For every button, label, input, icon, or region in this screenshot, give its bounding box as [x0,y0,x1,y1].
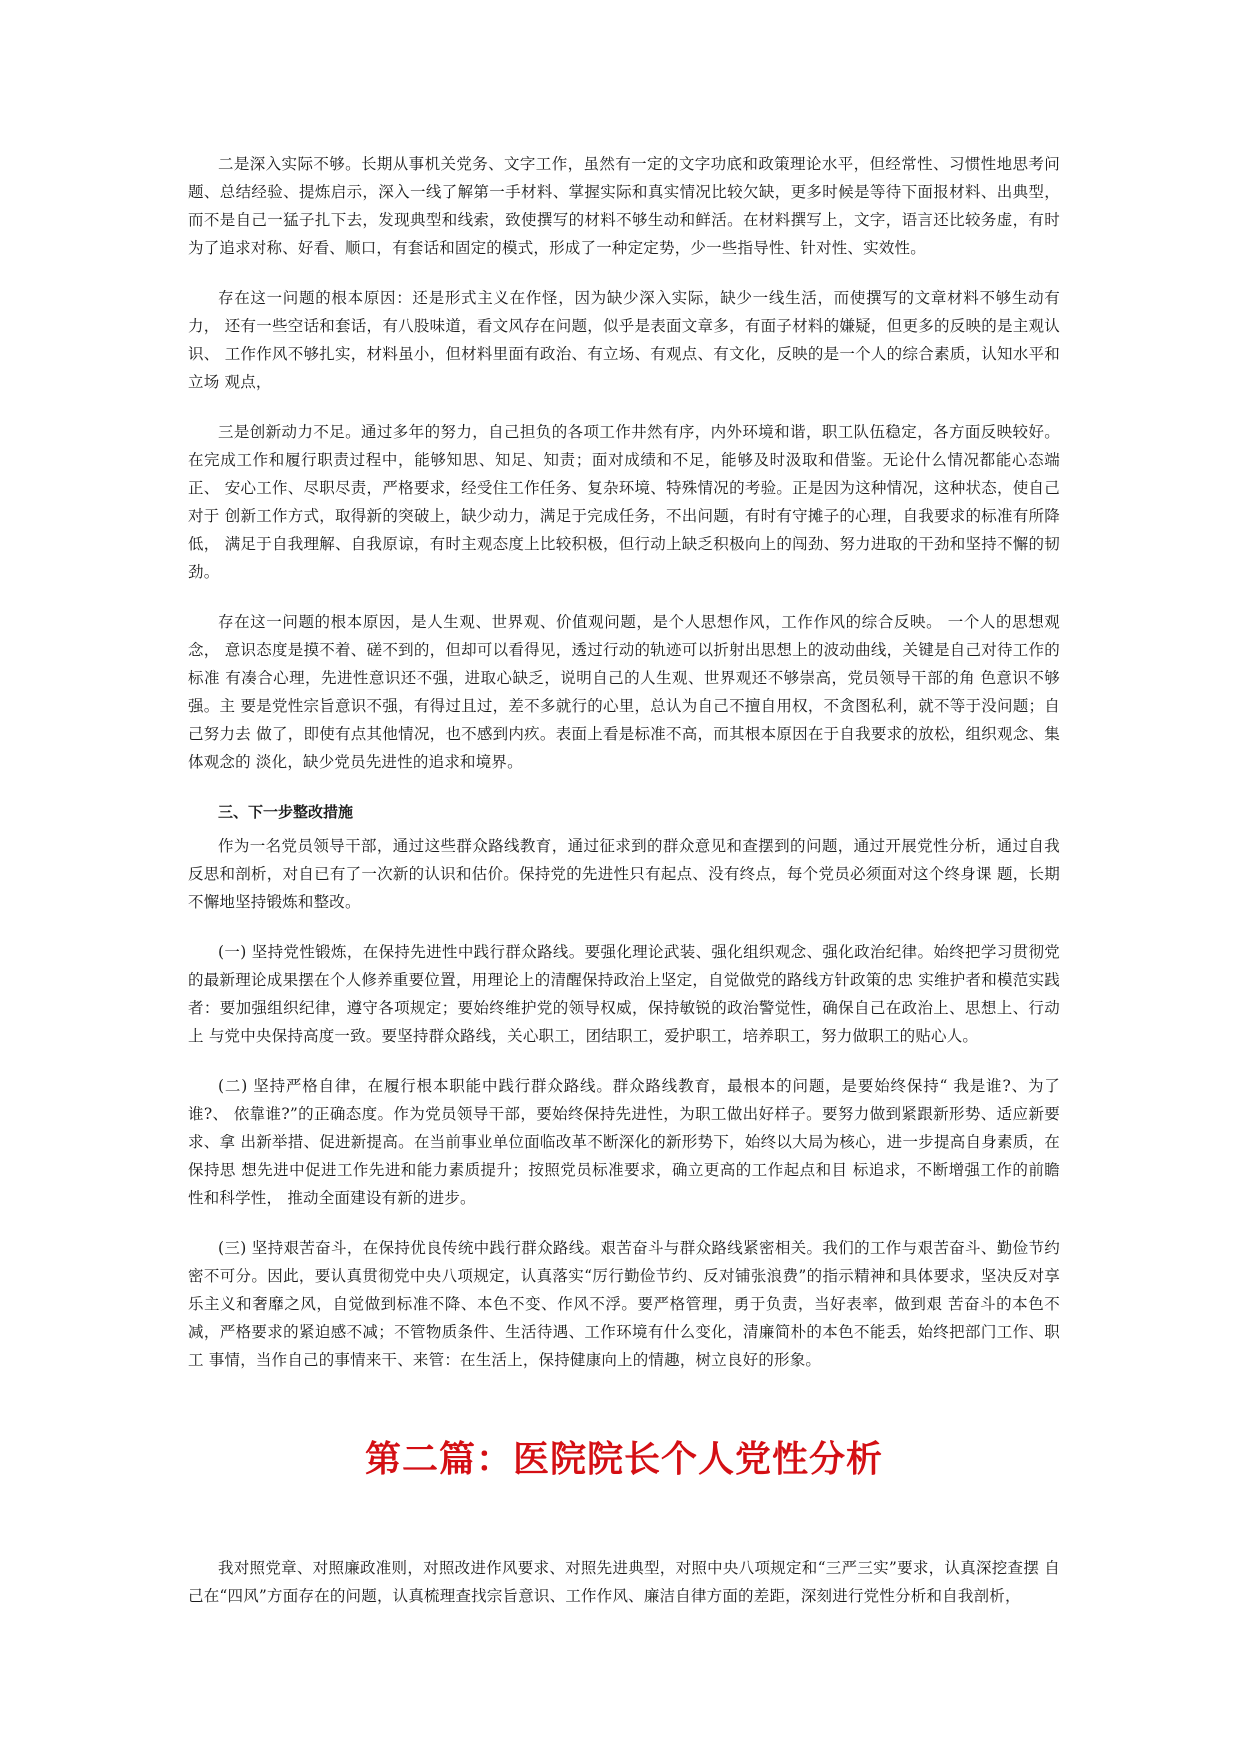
paragraph-measure-1: (一) 坚持党性锻炼，在保持先进性中践行群众路线。要强化理论武装、强化组织观念、强化政治纪律。始终把学习贯彻党 的最新理论成果摆在个人修养重要位置，用理论上的清醒保持政治上坚定，自觉做党的路线方针政策的忠 实维护者和模范实践 者：要加强组织纪律，遵守各项规定；要始终维护党的领导权威，保持敏锐的政治警觉性，确保自己在政治上、思想上、行动上 与党中央保持高度一致。要坚持群众路线，关心职工，团结职工，爱护职工，培养职工，努力做职工的贴心人。 [188,943,1060,1045]
paragraph-insufficient-practice: 二是深入实际不够。长期从事机关党务、文字工作，虽然有一定的文字功底和政策理论水平，但经常性、习惯性地思考问 题、总结经验、提炼启示，深入一线了解第一手材料、掌握实际和真实情况比较欠缺，更多时候是等待下面报材料、出典型， 而不是自己一猛子扎下去，发现典型和线索，致使撰写的材料不够生动和鲜活。在材料撰写上，文字，语言还比较务虚，有时 为了追求对称、好看、顺口，有套话和固定的模式，形成了一种定定势，少一些指导性、针对性、实效性。 [188,155,1060,257]
part-two-title: 第二篇：医院院长个人党性分析 [364,1438,883,1480]
section-heading-rectification: 三、下一步整改措施 [218,803,354,821]
paragraph-insufficient-innovation: 三是创新动力不足。通过多年的努力，自己担负的各项工作井然有序，内外环境和谐，职工队伍稳定，各方面反映较好。在完成工作和履行职责过程中，能够知思、知足、知责；面对成绩和不足，能够及时汲取和借鉴。无论什么情况都能心态端正、 安心工作、尽职尽责，严格要求，经受住工作任务、复杂环境、特殊情况的考验。正是因为这种情况，这种状态，使自己对于 创新工作方式，取得新的突破上，缺少动力，满足于完成任务，不出问题，有时有守摊子的心理，自我要求的标准有所降低， 满足于自我理解、自我原谅，有时主观态度上比较积极，但行动上缺乏积极向上的闯劲、努力进取的干劲和坚持不懈的韧劲。 [188,423,1060,581]
paragraph-part-two-intro: 我对照党章、对照廉政准则，对照改进作风要求、对照先进典型，对照中央八项规定和“三严三实”要求，认真深挖查摆 自己在“四风”方面存在的问题，认真梳理查找宗旨意识、工作作风、廉洁自律方面的差距，深刻进行党性分析和自我剖析， [188,1559,1060,1605]
paragraph-root-cause-formalism: 存在这一问题的根本原因：还是形式主义在作怪，因为缺少深入实际，缺少一线生活，而使撰写的文章材料不够生动有力， 还有一些空话和套话，有八股味道，看文风存在问题，似乎是表面文章多，有面子材料的嫌疑，但更多的反映的是主观认识、 工作作风不够扎实，材料虽小，但材料里面有政治、有立场、有观点、有文化，反映的是一个人的综合素质，认知水平和立场 观点， [188,289,1060,391]
document-page [188,150,1060,1632]
paragraph-rectification-intro: 作为一名党员领导干部，通过这些群众路线教育，通过征求到的群众意见和查摆到的问题，通过开展党性分析，通过自我反思和剖析，对自已有了一次新的认识和估价。保持党的先进性只有起点、没有终点，每个党员必须面对这个终身课 题，长期 不懈地坚持锻炼和整改。 [188,837,1060,911]
paragraph-measure-2: (二) 坚持严格自律，在履行根本职能中践行群众路线。群众路线教育，最根本的问题，是要始终保持“ 我是谁?、为了谁?、 依靠谁?”的正确态度。作为党员领导干部，要始终保持先进性，为职工做出好样子。要努力做到紧跟新形势、适应新要求、拿 出新举措、促进新提高。在当前事业单位面临改革不断深化的新形势下，始终以大局为核心，进一步提高自身素质，在保持思 想先进中促进工作先进和能力素质提升；按照党员标准要求，确立更高的工作起点和目 标追求，不断增强工作的前瞻性和科学性， 推动全面建设有新的进步。 [188,1077,1060,1207]
paragraph-measure-3: (三) 坚持艰苦奋斗，在保持优良传统中践行群众路线。艰苦奋斗与群众路线紧密相关。我们的工作与艰苦奋斗、勤俭节约密不可分。因此，要认真贯彻党中央八项规定，认真落实“厉行勤俭节约、反对铺张浪费”的指示精神和具体要求，坚决反对享乐主义和奢靡之风，自觉做到标准不降、本色不变、作风不浮。要严格管理，勇于负责，当好表率，做到艰 苦奋斗的本色不减，严格要求的紧迫感不减；不管物质条件、生活待遇、工作环境有什么变化，清廉简朴的本色不能丢，始终把部门工作、职工 事情，当作自己的事情来干、来管：在生活上，保持健康向上的情趣，树立良好的形象。 [188,1239,1060,1369]
paragraph-root-cause-worldview: 存在这一问题的根本原因，是人生观、世界观、价值观问题，是个人思想作风，工作作风的综合反映。 一个人的思想观念， 意识态度是摸不着、磋不到的，但却可以看得见，透过行动的轨迹可以折射出思想上的波动曲线，关键是自己对待工作的标准 有凑合心理，先进性意识还不强，进取心缺乏，说明自己的人生观、世界观还不够崇高，党员领导干部的角 色意识不够强。主 要是党性宗旨意识不强，有得过且过，差不多就行的心里，总认为自己不擅自用权，不贪图私利，就不等于没问题；自己努力去 做了，即使有点其他情况，也不感到内疚。表面上看是标准不高，而其根本原因在于自我要求的放松，组织观念、集体观念的 淡化，缺少党员先进性的追求和境界。 [188,613,1060,771]
